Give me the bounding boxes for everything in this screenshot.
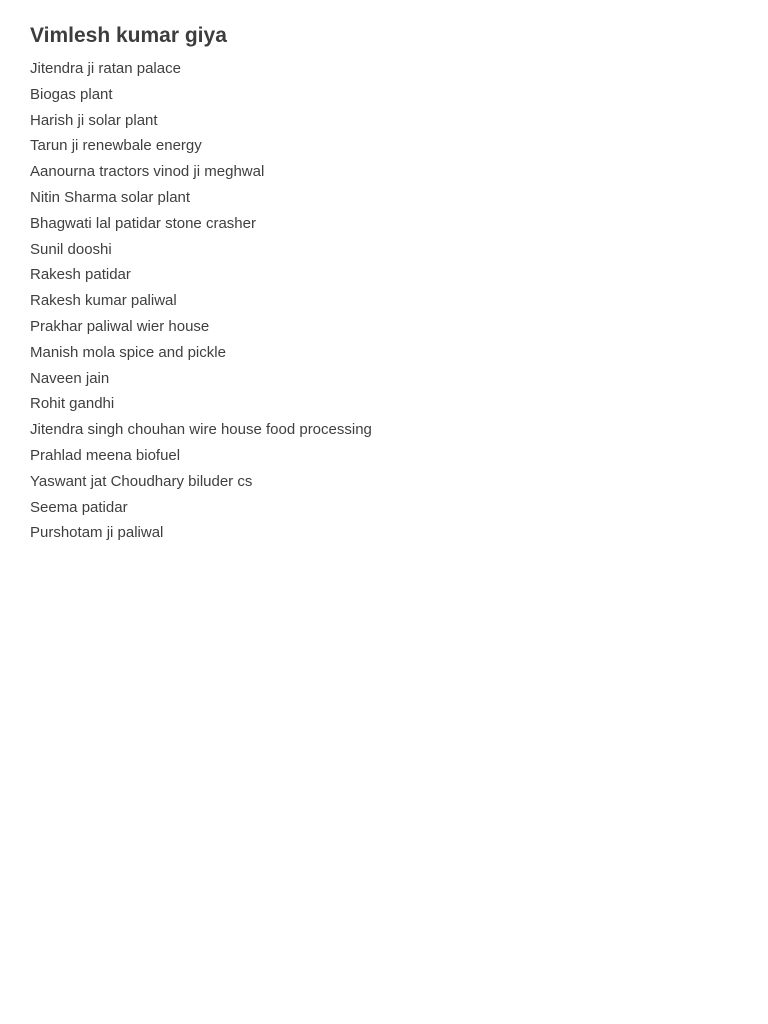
note-line[interactable]: Rakesh kumar paliwal [30,292,177,310]
note-line[interactable]: Sunil dooshi [30,240,112,258]
note-line[interactable]: Biogas plant [30,85,113,103]
note-line[interactable]: Seema patidar [30,498,128,516]
note-line[interactable]: Nitin Sharma solar plant [30,188,191,206]
note-line[interactable]: Jitendra singh chouhan wire house food processing [30,421,372,439]
note-title[interactable]: Vimlesh kumar giya [30,24,227,47]
note-line[interactable]: Rakesh patidar [30,266,131,284]
note-line[interactable]: Manish mola spice and pickle [30,343,226,361]
note-line[interactable]: Bhagwati lal patidar stone crasher [30,214,256,232]
note-line[interactable]: Tarun ji renewbale energy [30,137,202,155]
note-line[interactable]: Aanourna tractors vinod ji meghwal [30,163,265,181]
note-line[interactable]: Prakhar paliwal wier house [30,317,210,335]
note-line[interactable]: Rohit gandhi [30,395,115,413]
note-line[interactable]: Purshotam ji paliwal [30,524,164,542]
note-lines [30,56,738,546]
note-line[interactable]: Naveen jain [30,369,110,387]
note-line[interactable]: Jitendra ji ratan palace [30,60,181,77]
note-line[interactable]: Harish ji solar plant [30,111,158,129]
note-line[interactable]: Prahlad meena biofuel [30,446,181,464]
note-line[interactable]: Yaswant jat Choudhary biluder cs [30,472,253,490]
note-body[interactable] [30,22,738,546]
